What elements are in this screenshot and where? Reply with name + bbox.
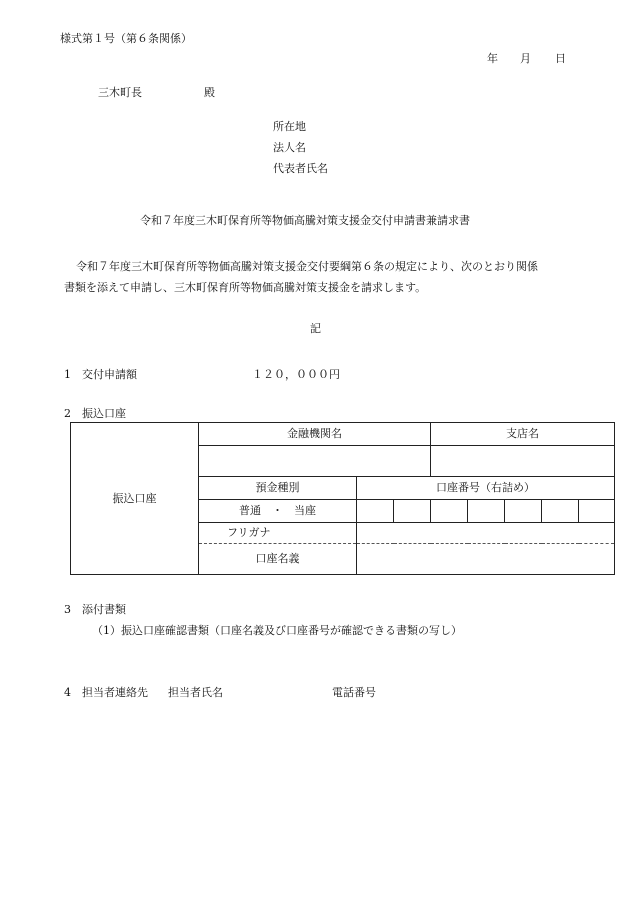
account-digit-4[interactable]: [468, 500, 505, 523]
date-year: 年: [487, 52, 498, 65]
ki-heading: 記: [310, 322, 321, 335]
account-digit-1[interactable]: [357, 500, 394, 523]
account-digit-7[interactable]: [579, 500, 615, 523]
account-digit-2[interactable]: [394, 500, 431, 523]
bank-account-table: [70, 422, 615, 575]
phone-number-label: 電話番号: [332, 686, 376, 699]
body-text-line-1: 令和７年度三木町保育所等物価高騰対策支援金交付要綱第６条の規定により、次のとおり関係: [76, 260, 538, 273]
branch-name-header: 支店名: [431, 423, 615, 446]
item3-attachment-1: （1）振込口座確認書類（口座名義及び口座番号が確認できる書類の写し）: [92, 624, 462, 637]
addressee-name: 三木町長: [98, 86, 142, 99]
bank-name-field[interactable]: [199, 446, 431, 477]
application-amount: １２０，０００円: [252, 368, 340, 381]
account-holder-label: 口座名義: [199, 544, 357, 575]
furigana-label: フリガナ: [199, 523, 357, 544]
contact-person-label: 担当者氏名: [168, 686, 223, 699]
bank-name-header: 金融機関名: [199, 423, 431, 446]
account-number-header: 口座番号（右詰め）: [357, 477, 615, 500]
document-title: 令和７年度三木町保育所等物価高騰対策支援金交付申請書兼請求書: [140, 214, 470, 227]
form-number: 様式第１号（第６条関係）: [60, 32, 192, 45]
account-holder-field[interactable]: [357, 544, 615, 575]
branch-name-field[interactable]: [431, 446, 615, 477]
date-month: 月: [520, 52, 531, 65]
date-day: 日: [555, 52, 566, 65]
bank-table-row-header: 振込口座: [71, 423, 199, 575]
account-digit-6[interactable]: [542, 500, 579, 523]
item2-label: 2 振込口座: [64, 407, 126, 420]
furigana-field[interactable]: [357, 523, 615, 544]
deposit-type-options[interactable]: 普通 ・ 当座: [199, 500, 357, 523]
account-digit-3[interactable]: [431, 500, 468, 523]
applicant-corporation-label: 法人名: [273, 141, 306, 154]
item3-label: 3 添付書類: [64, 603, 126, 616]
body-text-line-2: 書類を添えて申請し、三木町保育所等物価高騰対策支援金を請求します。: [64, 281, 427, 294]
item4-label: 4 担当者連絡先: [64, 686, 148, 699]
deposit-type-header: 預金種別: [199, 477, 357, 500]
applicant-address-label: 所在地: [273, 120, 306, 133]
applicant-representative-label: 代表者氏名: [273, 162, 328, 175]
addressee-honorific: 殿: [204, 86, 215, 99]
account-digit-5[interactable]: [505, 500, 542, 523]
item1-label: 1 交付申請額: [64, 368, 137, 381]
